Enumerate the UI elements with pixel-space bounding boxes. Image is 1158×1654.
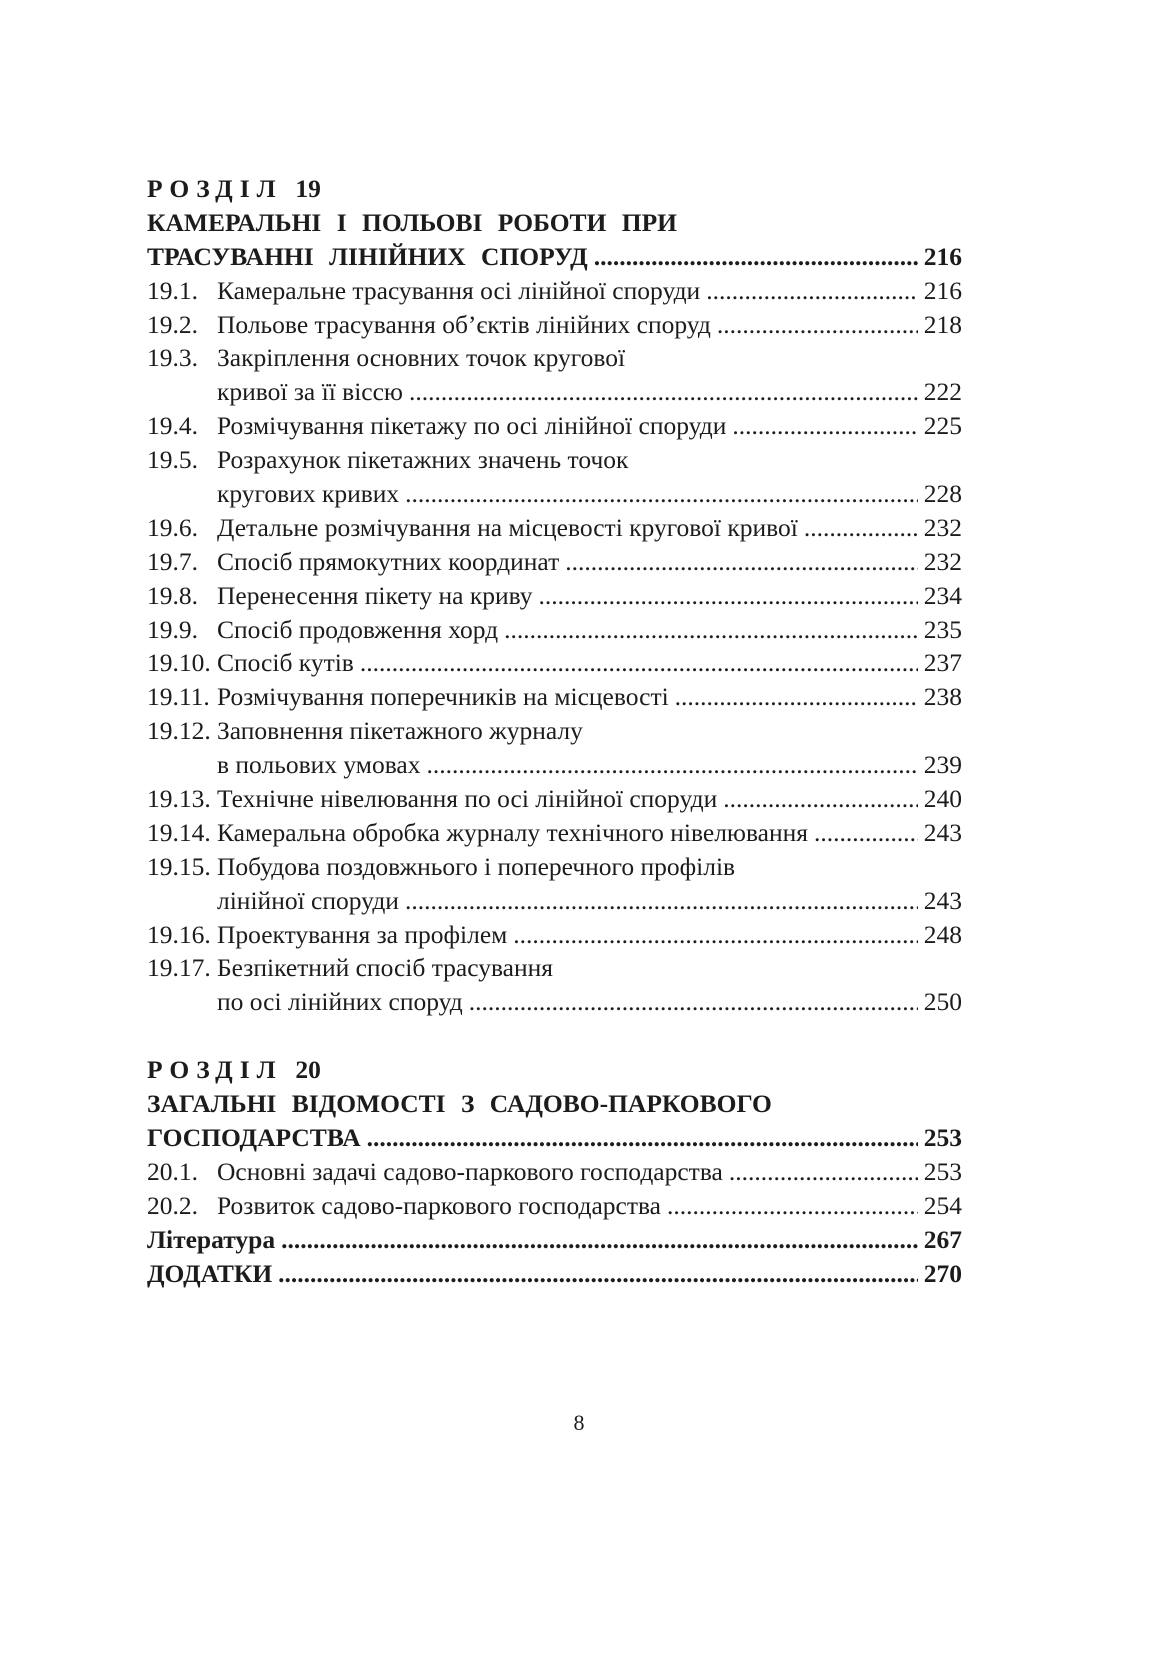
leader-dots: [426, 748, 917, 782]
entry-number: 19.11.: [147, 682, 210, 712]
leader-dots: [281, 1223, 918, 1257]
toc-entry[interactable]: [147, 341, 962, 375]
entry-number: 20.2.: [147, 1190, 198, 1220]
toc-entry[interactable]: [147, 409, 962, 443]
entry-number: 19.16.: [147, 919, 211, 949]
page-number: 8: [573, 1410, 585, 1435]
toc-entry[interactable]: [147, 1155, 962, 1189]
toc-entry[interactable]: [147, 308, 962, 342]
entry-title: Спосіб прямокутних координат: [217, 546, 560, 576]
page-ref: 232: [923, 512, 962, 542]
section-title-line[interactable]: ТРАСУВАННІ ЛІНІЙНИХ СПОРУД ..... 216: [147, 240, 962, 274]
page-ref: 270: [923, 1258, 962, 1288]
leader-dots: [594, 240, 918, 274]
section-title-line: ЗАГАЛЬНІ ВІДОМОСТІ З САДОВО-ПАРКОВОГО: [147, 1089, 772, 1119]
toc-entry[interactable]: [147, 850, 962, 884]
toc-entry[interactable]: [147, 579, 962, 613]
entry-title: Камеральна обробка журналу технічного нівелювання: [217, 817, 809, 847]
section-title-line[interactable]: ГОСПОДАРСТВА ..... 253: [147, 1121, 962, 1155]
entry-title: Безпікетний спосіб трасування: [217, 953, 554, 983]
entry-number: 19.10.: [147, 648, 211, 678]
entry-number: 19.1.: [147, 275, 198, 305]
page-ref: 232: [923, 546, 962, 576]
entry-title: Спосіб продовження хорд: [217, 614, 499, 644]
entry-title: Спосіб кутів: [217, 648, 354, 678]
toc-entry[interactable]: [147, 1189, 962, 1223]
leader-dots: [504, 613, 918, 647]
page-ref: 234: [923, 580, 962, 610]
page-ref: 253: [923, 1156, 962, 1186]
entry-title: Технічне нівелювання по осі лінійної споруди: [217, 784, 718, 814]
entry-title: Перенесення пікету на криву: [217, 580, 533, 610]
leader-dots: [717, 308, 918, 342]
section-label: РОЗДІЛ: [147, 1055, 283, 1085]
entry-title: Камеральне трасування осі лінійної споруди: [217, 275, 701, 305]
entry-number: 19.13.: [147, 784, 211, 814]
page-ref: 225: [923, 411, 962, 441]
toc-entry[interactable]: [147, 443, 962, 477]
entry-number: 19.14.: [147, 817, 211, 847]
page-ref: 267: [923, 1224, 962, 1254]
section-heading: [147, 1053, 962, 1087]
section-title-line: КАМЕРАЛЬНІ І ПОЛЬОВІ РОБОТИ ПРИ: [147, 207, 678, 237]
entry-title: лінійної споруди: [217, 885, 399, 915]
entry-title: Побудова поздовжнього і поперечного профілів: [217, 851, 736, 881]
page-ref: 240: [923, 784, 962, 814]
toc-entry[interactable]: [147, 613, 962, 647]
toc-extra-appendices[interactable]: ДОДАТКИ ..... 270: [147, 1257, 962, 1291]
entry-number: 19.5.: [147, 445, 198, 475]
entry-title: по осі лінійних споруд: [217, 987, 463, 1017]
leader-dots: [405, 884, 918, 918]
entry-title: кривої за її віссю: [217, 377, 403, 407]
entry-number: 19.7.: [147, 546, 198, 576]
page-ref: 239: [923, 750, 962, 780]
toc-entry[interactable]: [147, 477, 962, 511]
entry-number: 19.12.: [147, 716, 211, 746]
page-ref: 218: [923, 309, 962, 339]
section-heading: [147, 172, 962, 206]
toc-entry[interactable]: [147, 748, 962, 782]
section-label: РОЗДІЛ: [147, 174, 283, 203]
toc-entry[interactable]: [147, 816, 962, 850]
toc-entry[interactable]: [147, 884, 962, 918]
leader-dots: [360, 646, 918, 680]
entry-number: 19.6.: [147, 512, 198, 542]
entry-title: кругових кривих: [217, 479, 400, 509]
entry-number: 19.15.: [147, 851, 211, 881]
toc-entry[interactable]: [147, 646, 962, 680]
page-ref: 250: [923, 987, 962, 1017]
page-ref: 216: [923, 241, 962, 271]
entry-title: Заповнення пікетажного журналу: [217, 716, 583, 746]
leader-dots: [732, 409, 917, 443]
leader-dots: [469, 985, 918, 1019]
page-ref: 238: [923, 682, 962, 712]
entry-title: Детальне розмічування на місцевості кругової кривої: [217, 512, 798, 542]
leader-dots: [706, 274, 918, 308]
toc-entry[interactable]: [147, 545, 962, 579]
page-ref: 237: [923, 648, 962, 678]
toc-entry[interactable]: [147, 511, 962, 545]
entry-number: 19.3.: [147, 343, 198, 373]
toc-entry[interactable]: [147, 918, 962, 952]
entry-title: Польове трасування об’єктів лінійних споруд: [217, 309, 711, 339]
page-ref: 222: [923, 377, 962, 407]
entry-title: Розрахунок пікетажних значень точок: [217, 445, 629, 475]
table-of-contents: [147, 172, 962, 1291]
leader-dots: [409, 375, 918, 409]
entry-number: 19.2.: [147, 309, 198, 339]
leader-dots: [814, 816, 918, 850]
entry-title: Проектування за профілем: [217, 919, 508, 949]
page-ref: 235: [923, 614, 962, 644]
entry-title: Розвиток садово-паркового господарства: [217, 1190, 661, 1220]
toc-entry[interactable]: [147, 985, 962, 1019]
entry-number: 20.1.: [147, 1156, 198, 1186]
leader-dots: [513, 918, 917, 952]
entry-title: Основні задачі садово-паркового господарства: [217, 1156, 723, 1186]
entry-number: 19.4.: [147, 411, 198, 441]
page-ref: 248: [923, 919, 962, 949]
leader-dots: [675, 680, 918, 714]
entry-title: Розмічування поперечників на місцевості: [217, 682, 669, 712]
leader-dots: [723, 782, 918, 816]
toc-entry[interactable]: [147, 680, 962, 714]
entry-number: 19.8.: [147, 580, 198, 610]
leader-dots: [367, 1121, 918, 1155]
entry-title: Закріплення основних точок кругової: [217, 343, 626, 373]
toc-entry[interactable]: [147, 375, 962, 409]
entry-number: 19.9.: [147, 614, 198, 644]
leader-dots: [405, 477, 918, 511]
page-ref: 243: [923, 817, 962, 847]
leader-dots: [565, 545, 918, 579]
toc-extra-literature[interactable]: Література ..... 267: [147, 1223, 962, 1257]
page-ref: 228: [923, 479, 962, 509]
entry-title: в польових умовах: [217, 750, 421, 780]
entry-number: 19.17.: [147, 953, 211, 983]
page-ref: 254: [923, 1190, 962, 1220]
leader-dots: [729, 1155, 918, 1189]
leader-dots: [539, 579, 918, 613]
toc-entry[interactable]: [147, 951, 962, 985]
page-ref: 243: [923, 885, 962, 915]
section-number: 20: [295, 1055, 321, 1085]
leader-dots: [278, 1257, 918, 1291]
leader-dots: [667, 1189, 918, 1223]
toc-entry[interactable]: [147, 274, 962, 308]
page-ref: 216: [923, 275, 962, 305]
page-ref: 253: [923, 1123, 962, 1153]
leader-dots: [804, 511, 918, 545]
section-number: 19: [295, 174, 321, 203]
toc-entry[interactable]: [147, 782, 962, 816]
entry-title: Розмічування пікетажу по осі лінійної споруди: [217, 411, 727, 441]
toc-entry[interactable]: [147, 714, 962, 748]
